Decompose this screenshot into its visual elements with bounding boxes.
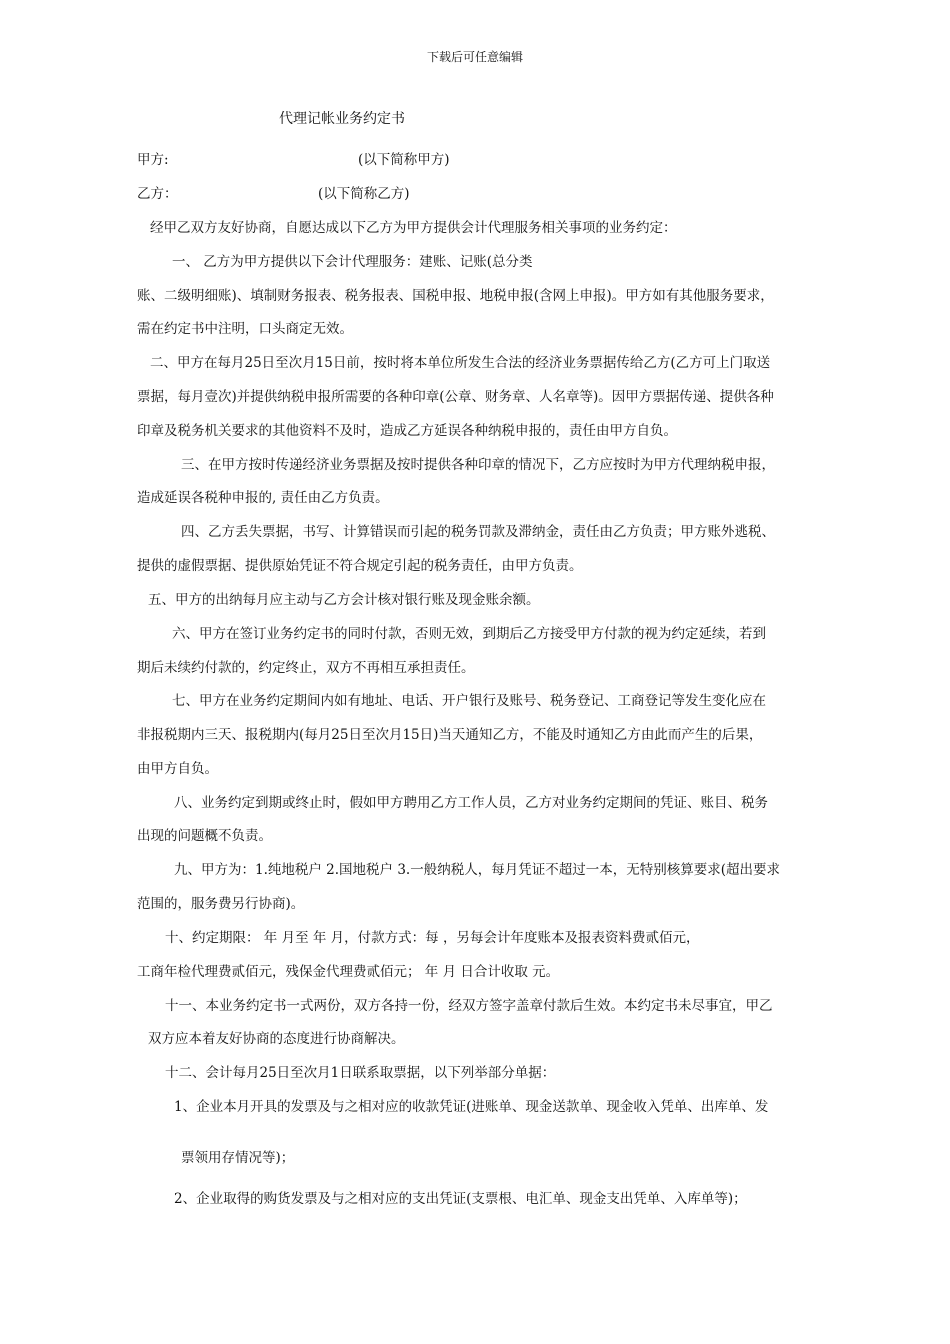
- clause-1-line: 账、二级明细账)、填制财务报表、税务报表、国税申报、地税申报(含网上申报)。甲方如有其他服务要求，: [137, 288, 774, 304]
- clause-6-line: 六、甲方在签订业务约定书的同时付款，否则无效，到期后乙方接受甲方付款的视为约定延续，若到: [172, 626, 766, 642]
- item-1-line: 票领用存情况等)；: [181, 1150, 295, 1166]
- clause-2-line: 印章及税务机关要求的其他资料不及时，造成乙方延误各种纳税申报的，责任由甲方自负。: [137, 423, 677, 439]
- clause-9-line: 九、甲方为：1.纯地税户 2.国地税户 3.一般纳税人，每月凭证不超过一本，无特别核算要求(超出要求: [174, 862, 780, 878]
- clause-2-line: 票据，每月壹次)并提供纳税申报所需要的各种印章(公章、财务章、人名章等)。因甲方票据传递、提供各种: [137, 389, 774, 405]
- party-a-label: 甲方:: [137, 152, 169, 168]
- clause-1-line: 一、 乙方为甲方提供以下会计代理服务：建账、记账(总分类: [172, 254, 533, 270]
- clause-4-line: 提供的虚假票据、提供原始凭证不符合规定引起的税务责任，由甲方负责。: [137, 558, 583, 574]
- intro-paragraph: 经甲乙双方友好协商，自愿达成以下乙方为甲方提供会计代理服务相关事项的业务约定：: [150, 220, 677, 236]
- clause-11-line: 双方应本着友好协商的态度进行协商解决。: [148, 1031, 405, 1047]
- clause-5-line: 五、甲方的出纳每月应主动与乙方会计核对银行账及现金账余额。: [148, 592, 540, 608]
- clause-3-line: 造成延误各税种申报的, 责任由乙方负责。: [137, 490, 389, 506]
- clause-11-line: 十一、本业务约定书一式两份，双方各持一份，经双方签字盖章付款后生效。本约定书未尽事宜，甲乙: [165, 998, 773, 1014]
- clause-10-line: 十、约定期限： 年 月至 年 月，付款方式：每 ，另每会计年度账本及报表资料费贰佰元，: [165, 930, 700, 946]
- clause-4-line: 四、乙方丢失票据，书写、计算错误而引起的税务罚款及滞纳金，责任由乙方负责；甲方账外逃税、: [181, 524, 775, 540]
- clause-7-line: 七、甲方在业务约定期间内如有地址、电话、开户银行及账号、税务登记、工商登记等发生变化应在: [172, 693, 766, 709]
- item-2-line: 2、企业取得的购货发票及与之相对应的支出凭证(支票根、电汇单、现金支出凭单、入库单等)；: [174, 1191, 747, 1207]
- clause-8-line: 八、业务约定到期或终止时，假如甲方聘用乙方工作人员，乙方对业务约定期间的凭证、账目、税务: [174, 795, 768, 811]
- clause-7-line: 非报税期内三天、报税期内(每月25日至次月15日)当天通知乙方，不能及时通知乙方由此而产生的后果，: [137, 727, 763, 743]
- clause-12-line: 十二、会计每月25日至次月1日联系取票据，以下列举部分单据：: [165, 1065, 556, 1081]
- document-title: 代理记帐业务约定书: [279, 111, 405, 127]
- clause-9-line: 范围的，服务费另行协商)。: [137, 896, 305, 912]
- page-header: 下载后可任意编辑: [426, 50, 523, 64]
- item-1-line: 1、企业本月开具的发票及与之相对应的收款凭证(进账单、现金送款单、现金收入凭单、出库单、发: [174, 1099, 769, 1115]
- clause-10-line: 工商年检代理费贰佰元，残保金代理费贰佰元； 年 月 日合计收取 元。: [137, 964, 560, 980]
- clause-2-line: 二、甲方在每月25日至次月15日前，按时将本单位所发生合法的经济业务票据传给乙方(乙方可上门取送: [150, 355, 771, 371]
- party-b-label: 乙方：: [137, 186, 178, 202]
- party-b-note: (以下简称乙方): [318, 186, 410, 202]
- clause-3-line: 三、在甲方按时传递经济业务票据及按时提供各种印章的情况下，乙方应按时为甲方代理纳税申报，: [181, 457, 775, 473]
- clause-7-line: 由甲方自负。: [137, 761, 218, 777]
- party-a-note: (以下简称甲方): [358, 152, 450, 168]
- clause-8-line: 出现的问题概不负责。: [137, 828, 272, 844]
- clause-1-line: 需在约定书中注明，口头商定无效。: [137, 321, 353, 337]
- clause-6-line: 期后未续约付款的，约定终止，双方不再相互承担责任。: [137, 660, 475, 676]
